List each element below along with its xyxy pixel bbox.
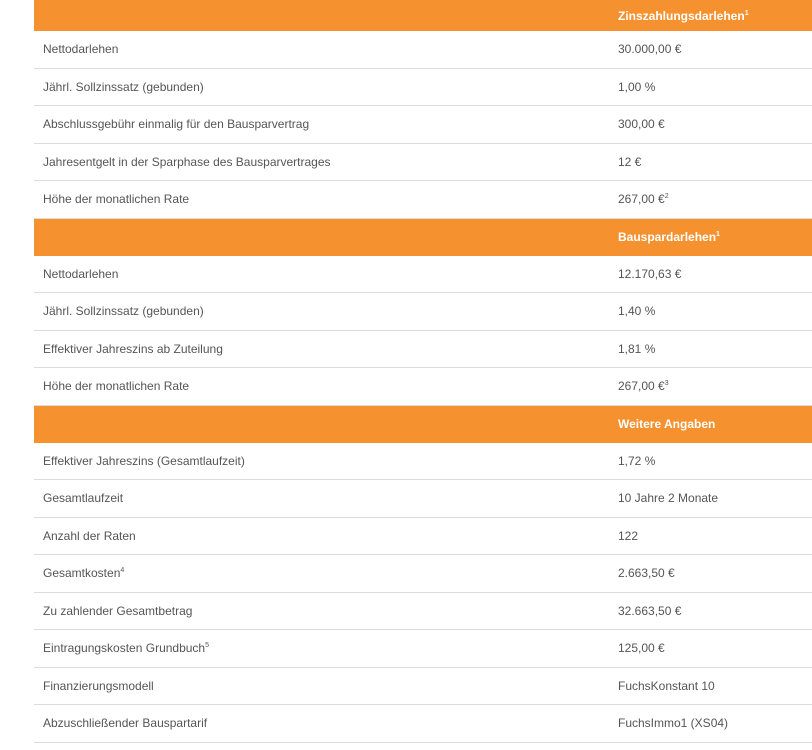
table-row <box>34 181 812 219</box>
row-label <box>34 80 609 94</box>
row-value <box>609 342 812 356</box>
row-value <box>609 641 812 655</box>
row-label-text: Nettodarlehen <box>43 42 119 57</box>
row-label <box>34 529 609 543</box>
row-value-text: 300,00 € <box>618 117 665 132</box>
row-label <box>34 267 609 281</box>
section-header <box>34 0 812 31</box>
section-header-text: Weitere Angaben <box>618 417 716 431</box>
row-value <box>609 716 812 730</box>
row-label <box>34 117 609 131</box>
row-label-text: Jährl. Sollzinssatz (gebunden) <box>43 304 204 319</box>
row-value <box>609 42 812 56</box>
row-value <box>609 491 812 505</box>
row-value <box>609 679 812 693</box>
row-label-text: Nettodarlehen <box>43 266 119 281</box>
table-row <box>34 331 812 369</box>
row-value <box>609 267 812 281</box>
section-header-text: Bauspardarlehen <box>618 230 717 244</box>
row-label <box>34 641 609 655</box>
row-label <box>34 155 609 169</box>
row-label-text: Effektiver Jahreszins ab Zuteilung <box>43 341 223 356</box>
row-label-text: Abzuschließender Bauspartarif <box>43 716 208 731</box>
row-value-text: 122 <box>618 528 639 543</box>
table-row <box>34 293 812 331</box>
footnote-marker: 1 <box>744 9 749 17</box>
row-value <box>609 155 812 169</box>
row-value-text: FuchsImmo1 (XS04) <box>618 716 729 731</box>
row-label-text: Jahresentgelt in der Sparphase des Bausparvertrages <box>43 154 331 169</box>
row-label <box>34 379 609 393</box>
row-label-text: Eintragungskosten Grundbuch <box>43 641 206 656</box>
row-label-text: Abschlussgebühr einmalig für den Bausparvertrag <box>43 117 310 132</box>
row-value <box>609 529 812 543</box>
row-value-text: 10 Jahre 2 Monate <box>618 491 719 506</box>
table-row <box>34 630 812 668</box>
row-value-text: 267,00 € <box>618 379 665 394</box>
table-row <box>34 443 812 481</box>
table-row <box>34 705 812 743</box>
row-label <box>34 566 609 580</box>
row-label-text: Zu zahlender Gesamtbetrag <box>43 603 193 618</box>
loan-details-table <box>34 0 812 743</box>
table-row <box>34 593 812 631</box>
row-label-text: Gesamtlaufzeit <box>43 491 124 506</box>
row-value <box>609 379 812 393</box>
row-label <box>34 42 609 56</box>
row-label-text: Finanzierungsmodell <box>43 678 154 693</box>
row-label <box>34 304 609 318</box>
row-value <box>609 117 812 131</box>
section-header <box>34 406 812 443</box>
row-value-text: 12.170,63 € <box>618 266 682 281</box>
footnote-marker: 3 <box>664 380 669 388</box>
row-value <box>609 566 812 580</box>
footnote-marker: 4 <box>120 567 125 575</box>
row-label <box>34 716 609 730</box>
row-value <box>609 304 812 318</box>
row-value-text: FuchsKonstant 10 <box>618 678 715 693</box>
row-label-text: Höhe der monatlichen Rate <box>43 379 190 394</box>
row-value-text: 1,72 % <box>618 453 656 468</box>
row-value <box>609 454 812 468</box>
row-label-text: Gesamtkosten <box>43 566 121 581</box>
row-value-text: 125,00 € <box>618 641 665 656</box>
row-label <box>34 491 609 505</box>
table-row <box>34 31 812 69</box>
row-label-text: Anzahl der Raten <box>43 528 136 543</box>
table-row <box>34 668 812 706</box>
section-header <box>34 219 812 256</box>
row-value <box>609 604 812 618</box>
table-row <box>34 106 812 144</box>
section-header-title <box>609 417 812 431</box>
row-value-text: 267,00 € <box>618 192 665 207</box>
row-value-text: 1,81 % <box>618 341 656 356</box>
row-value-text: 30.000,00 € <box>618 42 682 57</box>
table-row <box>34 256 812 294</box>
footnote-marker: 5 <box>205 642 210 650</box>
row-value <box>609 192 812 206</box>
row-value-text: 32.663,50 € <box>618 603 682 618</box>
row-label-text: Effektiver Jahreszins (Gesamtlaufzeit) <box>43 453 245 468</box>
row-value-text: 1,40 % <box>618 304 656 319</box>
row-label <box>34 679 609 693</box>
section-header-title <box>609 9 812 23</box>
table-row <box>34 368 812 406</box>
table-row <box>34 480 812 518</box>
section-header-text: Zinszahlungsdarlehen <box>618 8 745 23</box>
table-row <box>34 555 812 593</box>
row-label <box>34 342 609 356</box>
row-label-text: Höhe der monatlichen Rate <box>43 192 190 207</box>
row-value-text: 1,00 % <box>618 79 656 94</box>
table-row <box>34 144 812 182</box>
row-label <box>34 604 609 618</box>
row-value-text: 12 € <box>618 154 642 169</box>
row-value <box>609 80 812 94</box>
row-value-text: 2.663,50 € <box>618 566 675 581</box>
row-label <box>34 454 609 468</box>
row-label-text: Jährl. Sollzinssatz (gebunden) <box>43 79 204 94</box>
section-header-title <box>609 230 812 244</box>
footnote-marker: 2 <box>664 193 669 201</box>
table-row <box>34 69 812 107</box>
table-row <box>34 518 812 556</box>
footnote-marker: 1 <box>716 231 720 238</box>
row-label <box>34 192 609 206</box>
